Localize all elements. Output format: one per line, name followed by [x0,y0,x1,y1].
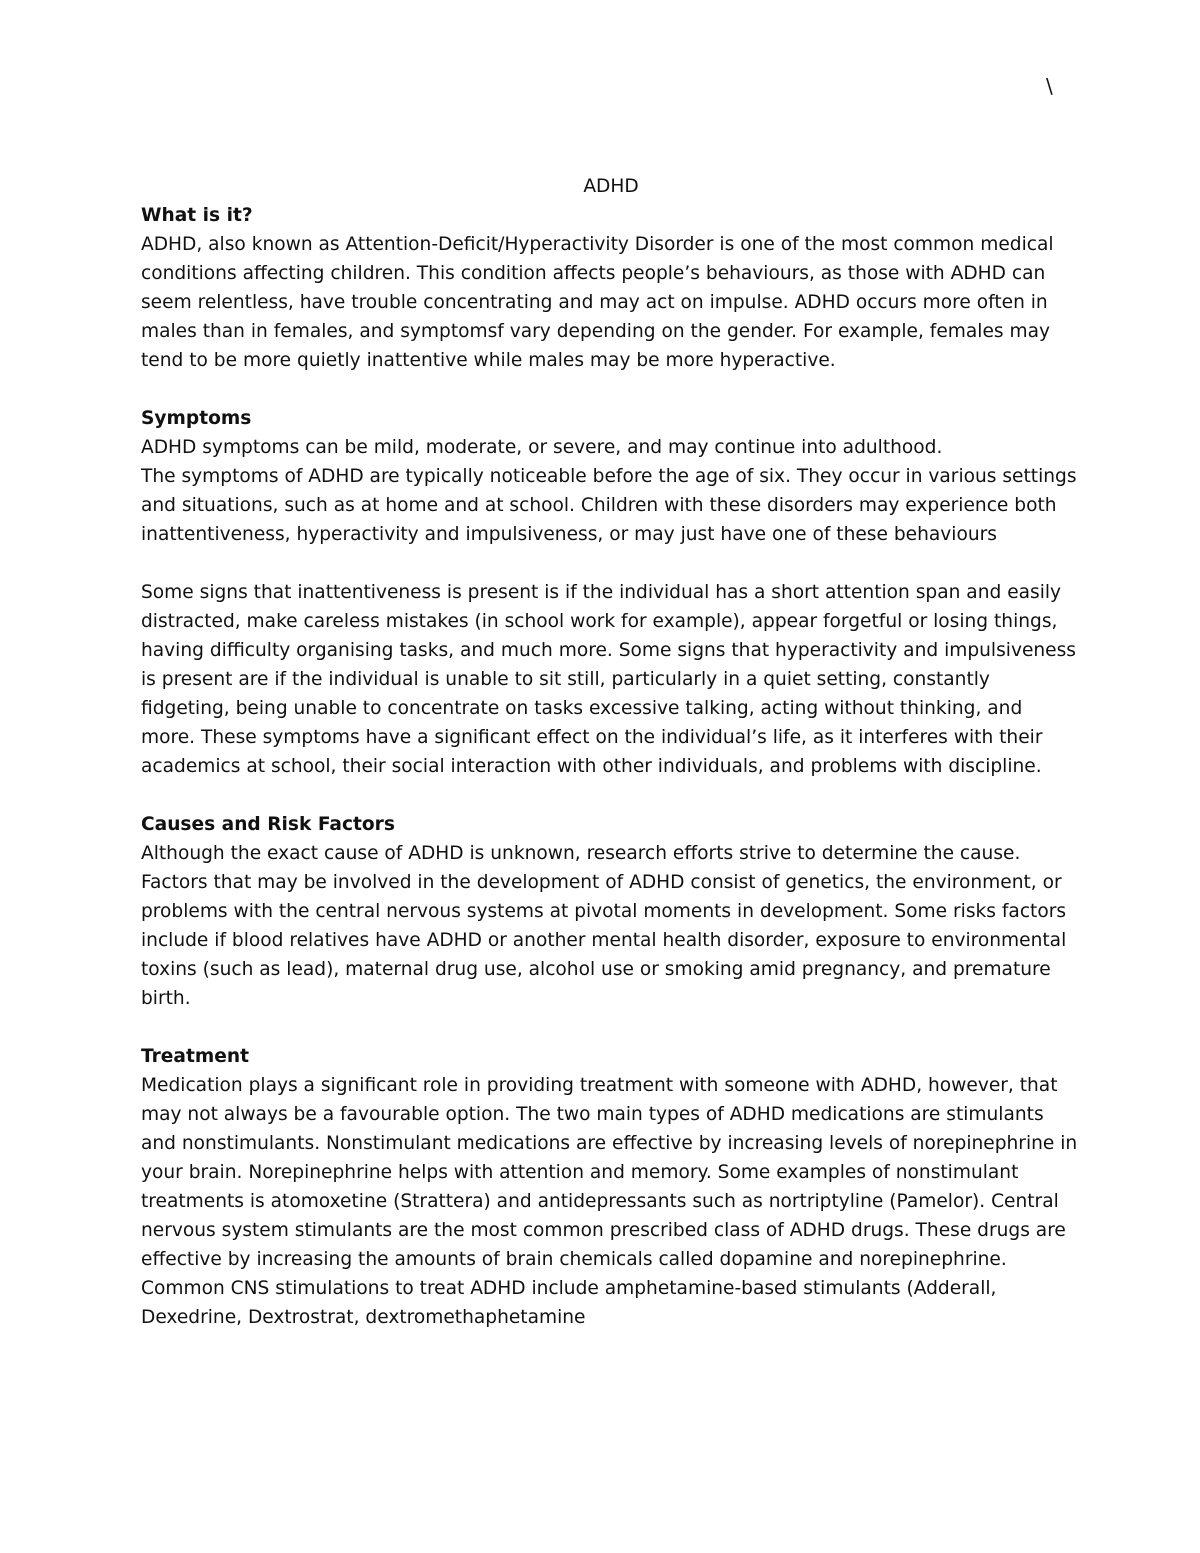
section-heading: Treatment [141,1046,249,1067]
section-heading: What is it? [141,205,253,226]
paragraph: The symptoms of ADHD are typically noticeable before the age of six. They occur in various settings and situations, such as at home and at school. Children with these disorders may experience both inattentiveness, hyperactivity and impulsiveness, or may just have one of these behaviours [141,466,1077,545]
paragraph: Although the exact cause of ADHD is unknown, research efforts strive to determine the cause. Factors that may be involved in the development of ADHD consist of genetics, the environment, or problems with the central nervous systems at pivotal moments in development. Some risks factors include if blood relatives have ADHD or another mental health disorder, exposure to environmental toxins (such as lead), maternal drug use, alcohol use or smoking amid pregnancy, and premature birth. [141,843,1067,1009]
section-heading: Causes and Risk Factors [141,814,395,835]
document-title: ADHD [583,176,639,197]
paragraph: ADHD symptoms can be mild, moderate, or severe, and may continue into adulthood. [141,437,943,458]
section-causes-and-risk-factors [141,810,1081,1013]
section-what-is-it [141,201,1081,375]
section-treatment [141,1042,1081,1332]
paragraph: ADHD, also known as Attention-Deficit/Hyperactivity Disorder is one of the most common medical conditions affecting children. This condition affects people’s behaviours, as those with ADHD can seem relentless, have trouble concentrating and may act on impulse. ADHD occurs more often in males than in females, and symptomsf vary depending on the gender. For example, females may tend to be more quietly inattentive while males may be more hyperactive. [141,234,1054,371]
section-heading: Symptoms [141,408,252,429]
paragraph: Medication plays a significant role in providing treatment with someone with ADHD, however, that may not always be a favourable option. The two main types of ADHD medications are stimulants and nonstimulants. Nonstimulant medications are effective by increasing levels of norepinephrine in your brain. Norepinephrine helps with attention and memory. Some examples of nonstimulant treatments is atomoxetine (Strattera) and antidepressants such as nortriptyline (Pamelor). Central nervous system stimulants are the most common prescribed class of ADHD drugs. These drugs are effective by increasing the amounts of brain chemicals called dopamine and norepinephrine. Common CNS stimulations to treat ADHD include amphetamine-based stimulants (Adderall, Dexedrine, Dextrostrat, dextromethaphetamine [141,1075,1078,1328]
document-body [141,172,1081,1332]
paragraph: Some signs that inattentiveness is present is if the individual has a short attention span and easily distracted, make careless mistakes (in school work for example), appear forgetful or losing things, having difficulty organising tasks, and much more. Some signs that hyperactivity and impulsiveness is present are if the individual is unable to sit still, particularly in a quiet setting, constantly fidgeting, being unable to concentrate on tasks excessive talking, acting without thinking, and more. These symptoms have a significant effect on the individual’s life, as it interferes with their academics at school, their social interaction with other individuals, and problems with discipline. [141,582,1076,777]
corner-mark: \ [1046,74,1053,98]
section-symptoms [141,404,1081,781]
